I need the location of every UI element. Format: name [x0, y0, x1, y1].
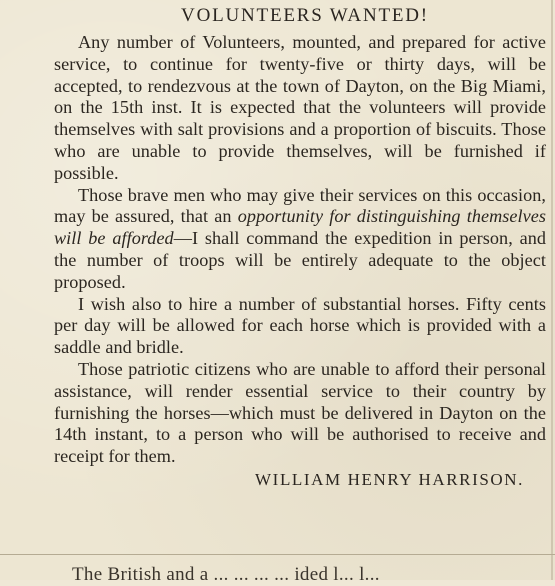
column-divider-rule — [0, 554, 555, 555]
page-edge — [551, 0, 553, 580]
notice-paragraph-3: I wish also to hire a number of substantial horses. Fifty cents per day will be allowed for each horse which is provided with a saddle and bridle. — [54, 293, 546, 358]
paragraph-2-italic-phrase: opportunity for distinguishing themselves will be afforded — [54, 206, 546, 249]
paragraph-2-text-start: Those brave men who may give their services on this occasion, may be assured, that an — [54, 184, 546, 227]
paragraph-2-text-end: —I shall command the expedition in person, and the number of troops will be entirely adequate to the object proposed. — [54, 228, 546, 292]
notice-paragraph-1: Any number of Volunteers, mounted, and prepared for active service, to continue for twenty-five or thirty days, will be accepted, to rendezvous at the town of Dayton, on the Big Miami, on the 15th inst. It is expected that the volunteers will provide themselves with salt provisions and a proportion of biscuits. Those who are unable to provide themselves, will be furnished if possible. — [54, 32, 546, 183]
notice-paragraph-2 — [54, 185, 546, 294]
next-article-cutoff-line: The British and a ... ... ... ... ided l... l... — [72, 564, 380, 585]
notice-paragraph-4: Those patriotic citizens who are unable to afford their personal assistance, will render essential service to their country by furnishing the horses—which must be delivered in Dayton on the 14th instant, to a person who will be authorised to receive and receipt for them. — [54, 358, 546, 467]
notice-column — [54, 4, 546, 491]
notice-headline: VOLUNTEERS WANTED! — [181, 5, 429, 26]
notice-signature: WILLIAM HENRY HARRISON. — [255, 469, 524, 489]
